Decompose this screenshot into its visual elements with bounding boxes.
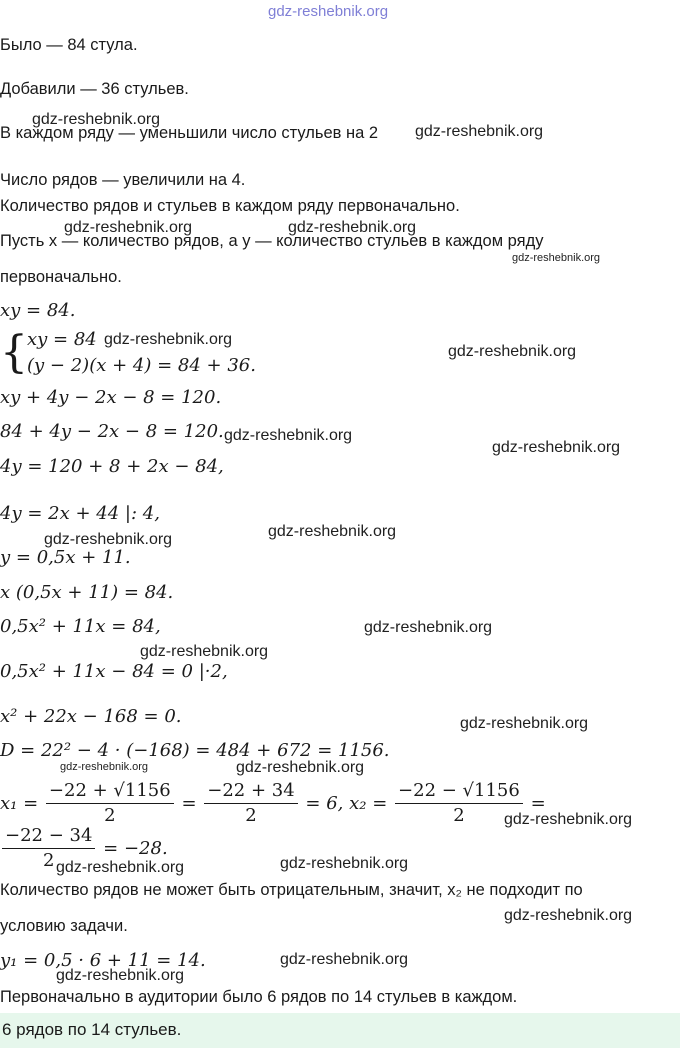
system-brace: { xyxy=(0,327,28,378)
watermark: gdz-reshebnik.org xyxy=(448,343,577,360)
root-x1-label: x₁ = xyxy=(0,793,39,814)
eq-4y-divide: 4y = 2x + 44 |: 4, xyxy=(0,503,160,524)
eq-expanded: xy + 4y − 2x − 8 = 120. xyxy=(0,387,222,408)
watermark: gdz-reshebnik.org xyxy=(64,219,193,236)
watermark: gdz-reshebnik.org xyxy=(140,643,269,660)
line-added-chairs: Добавили — 36 стульев. xyxy=(0,80,189,98)
eq-quadratic-3: x² + 22x − 168 = 0. xyxy=(0,706,182,727)
eq-y: y = 0,5x + 11. xyxy=(0,547,131,568)
fraction-2 xyxy=(204,780,297,828)
line-initial-chairs: Было — 84 стула. xyxy=(0,36,138,54)
line-rows-increase: Число рядов — увеличили на 4. xyxy=(0,171,246,189)
fraction-1-denominator: 2 xyxy=(104,805,116,826)
fraction-4-numerator: −22 − 34 xyxy=(2,825,95,849)
system-eq-1: xy = 84 xyxy=(27,329,97,350)
equals-sign: = xyxy=(181,793,197,814)
watermark: gdz-reshebnik.org xyxy=(288,219,417,236)
eq-4y: 4y = 120 + 8 + 2x − 84, xyxy=(0,456,224,477)
watermark: gdz-reshebnik.org xyxy=(504,811,633,828)
equals-sign-2: = xyxy=(530,793,546,814)
watermark-top: gdz-reshebnik.org xyxy=(268,3,389,20)
watermark: gdz-reshebnik.org xyxy=(224,427,353,444)
watermark: gdz-reshebnik.org xyxy=(56,859,185,876)
roots-line xyxy=(0,780,546,828)
watermark: gdz-reshebnik.org xyxy=(504,907,633,924)
watermark: gdz-reshebnik.org xyxy=(460,715,589,732)
watermark: gdz-reshebnik.org xyxy=(268,523,397,540)
watermark: gdz-reshebnik.org xyxy=(492,439,621,456)
watermark: gdz-reshebnik.org xyxy=(236,759,365,776)
fraction-3-denominator: 2 xyxy=(453,805,465,826)
root-mid: = 6, x₂ = xyxy=(305,793,388,814)
line-let: Пусть x — количество рядов, а y — количество стульев в каждом ряду xyxy=(0,232,544,250)
watermark: gdz-reshebnik.org xyxy=(512,252,601,264)
eq-y1: y₁ = 0,5 · 6 + 11 = 14. xyxy=(0,950,206,971)
line-condition: условию задачи. xyxy=(0,917,128,935)
fraction-2-numerator: −22 + 34 xyxy=(204,780,297,804)
fraction-1 xyxy=(46,780,174,828)
watermark: gdz-reshebnik.org xyxy=(364,619,493,636)
line-initially: первоначально. xyxy=(0,268,122,286)
watermark: gdz-reshebnik.org xyxy=(60,761,149,773)
eq-substitution: x (0,5x + 11) = 84. xyxy=(0,582,174,603)
eq-substituted: 84 + 4y − 2x − 8 = 120. xyxy=(0,421,224,442)
line-conclusion: Первоначально в аудитории было 6 рядов по 14 стульев в каждом. xyxy=(0,988,518,1006)
eq-quadratic-2: 0,5x² + 11x − 84 = 0 |·2, xyxy=(0,661,228,682)
system-eq-2: (y − 2)(x + 4) = 84 + 36. xyxy=(27,355,256,376)
answer-text: 6 рядов по 14 стульев. xyxy=(2,1020,182,1039)
root-end: = −28. xyxy=(103,838,168,859)
answer-box xyxy=(0,1013,680,1048)
watermark: gdz-reshebnik.org xyxy=(32,111,161,128)
eq-xy: xy = 84. xyxy=(0,300,76,321)
watermark: gdz-reshebnik.org xyxy=(280,951,409,968)
fraction-1-numerator: −22 + √1156 xyxy=(46,780,174,804)
line-decrease-per-row: В каждом ряду — уменьшили число стульев на 2 xyxy=(0,124,379,142)
fraction-3-numerator: −22 − √1156 xyxy=(395,780,523,804)
watermark: gdz-reshebnik.org xyxy=(280,855,409,872)
fraction-4-denominator: 2 xyxy=(42,850,55,871)
eq-quadratic-1: 0,5x² + 11x = 84, xyxy=(0,616,161,637)
eq-discriminant: D = 22² − 4 · (−168) = 484 + 672 = 1156. xyxy=(0,740,390,761)
watermark: gdz-reshebnik.org xyxy=(56,967,185,984)
line-negative: Количество рядов не может быть отрицательным, значит, x₂ не подходит по xyxy=(0,881,583,899)
watermark: gdz-reshebnik.org xyxy=(415,123,544,140)
watermark: gdz-reshebnik.org xyxy=(104,331,233,348)
line-question: Количество рядов и стульев в каждом ряду первоначально. xyxy=(0,197,460,215)
fraction-2-denominator: 2 xyxy=(245,805,257,826)
watermark: gdz-reshebnik.org xyxy=(44,531,173,548)
